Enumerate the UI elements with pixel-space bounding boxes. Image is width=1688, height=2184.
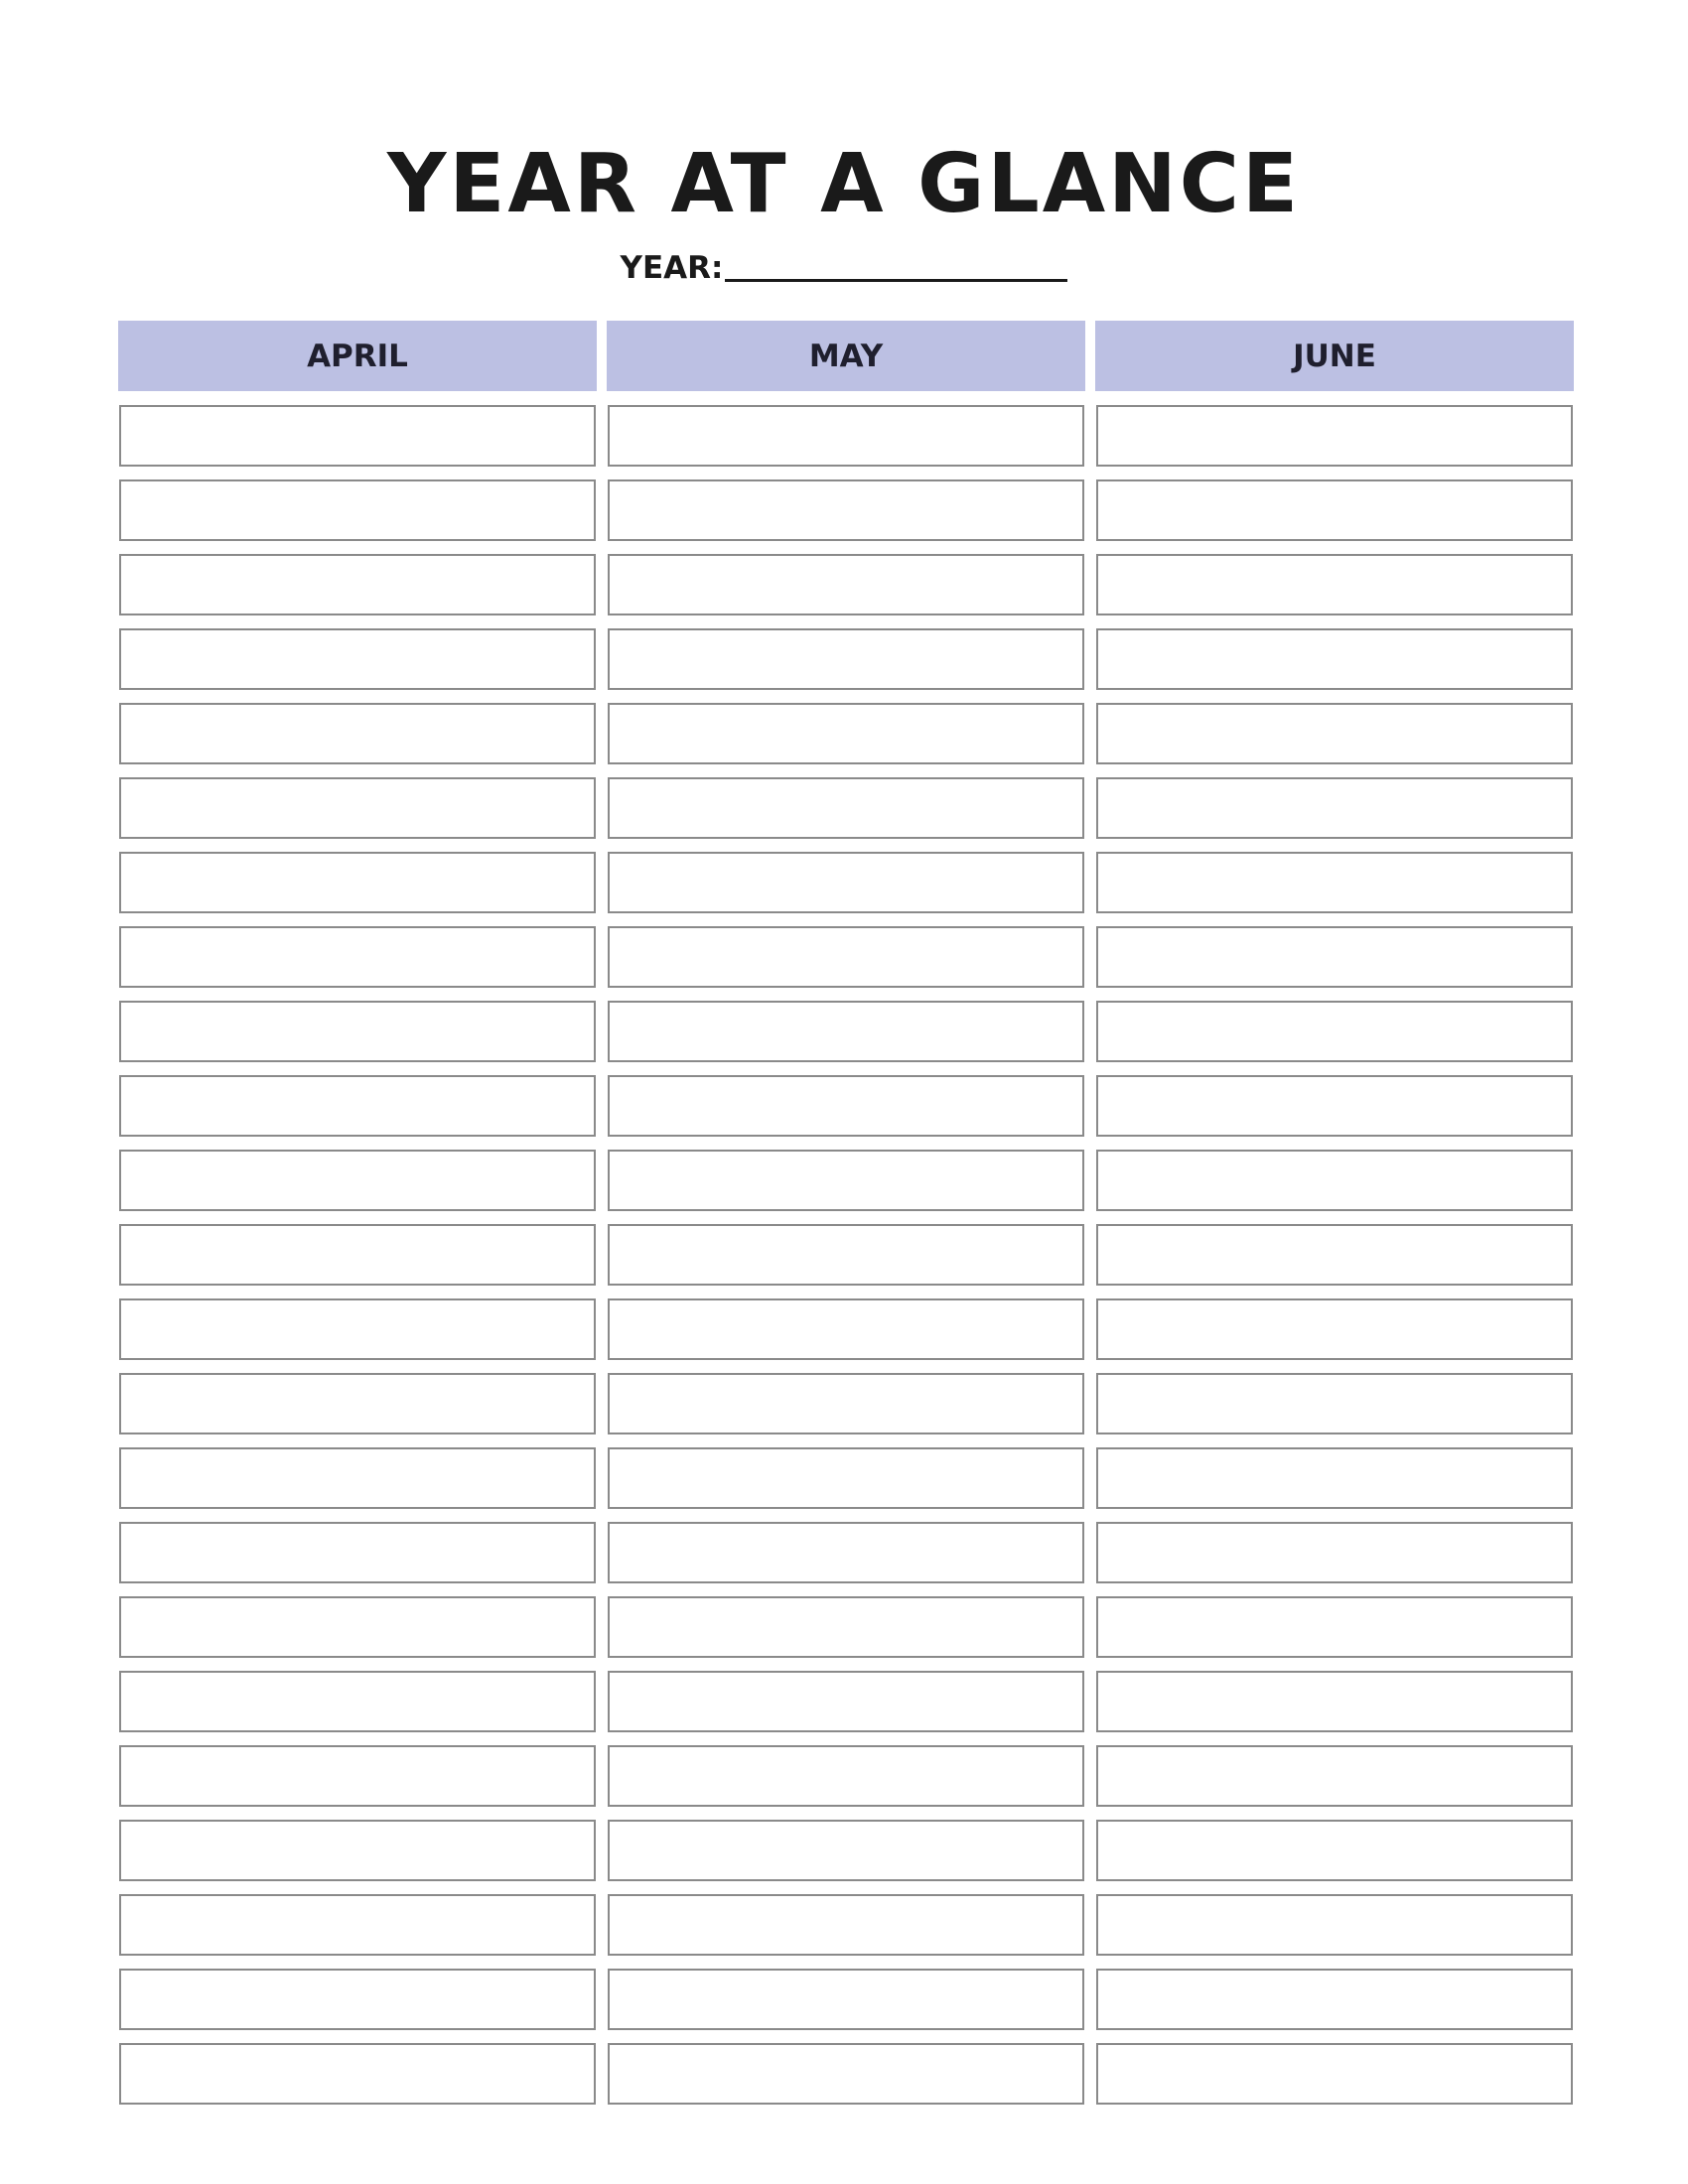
entry-box[interactable]: [1096, 1075, 1573, 1137]
entry-box[interactable]: [1096, 1894, 1573, 1956]
entry-box[interactable]: [1096, 1671, 1573, 1732]
entry-box[interactable]: [608, 479, 1084, 541]
entry-box[interactable]: [608, 1522, 1084, 1583]
entry-box[interactable]: [1096, 1001, 1573, 1062]
entry-box[interactable]: [119, 852, 596, 913]
entry-box[interactable]: [1096, 479, 1573, 541]
entry-box[interactable]: [608, 554, 1084, 615]
entry-box[interactable]: [1096, 628, 1573, 690]
entry-box[interactable]: [608, 2043, 1084, 2105]
entry-box[interactable]: [1096, 405, 1573, 467]
entry-box[interactable]: [1096, 1150, 1573, 1211]
entry-box[interactable]: [119, 1820, 596, 1881]
entry-box[interactable]: [119, 479, 596, 541]
entry-box[interactable]: [608, 1447, 1084, 1509]
month-column-june: [1095, 321, 1574, 2117]
entry-box[interactable]: [608, 1745, 1084, 1807]
entry-box[interactable]: [608, 1969, 1084, 2030]
entry-box[interactable]: [608, 1373, 1084, 1434]
entry-box[interactable]: [608, 1150, 1084, 1211]
month-column-april: [118, 321, 597, 2117]
entry-box[interactable]: [608, 703, 1084, 764]
entry-box[interactable]: [119, 1150, 596, 1211]
entry-box[interactable]: [119, 1224, 596, 1286]
entry-box[interactable]: [1096, 1820, 1573, 1881]
entry-box[interactable]: [1096, 1224, 1573, 1286]
entry-box[interactable]: [1096, 1298, 1573, 1360]
entry-box[interactable]: [608, 777, 1084, 839]
entry-box[interactable]: [1096, 1373, 1573, 1434]
entry-box[interactable]: [119, 1298, 596, 1360]
entry-box[interactable]: [119, 405, 596, 467]
entry-rows: [607, 405, 1085, 2117]
entry-box[interactable]: [608, 926, 1084, 988]
entry-box[interactable]: [119, 554, 596, 615]
entry-box[interactable]: [608, 1075, 1084, 1137]
entry-box[interactable]: [608, 628, 1084, 690]
entry-box[interactable]: [119, 1894, 596, 1956]
entry-box[interactable]: [119, 926, 596, 988]
year-label: YEAR:: [620, 250, 724, 286]
entry-box[interactable]: [608, 1820, 1084, 1881]
entry-box[interactable]: [608, 1671, 1084, 1732]
entry-box[interactable]: [119, 1075, 596, 1137]
month-grid: [118, 321, 1574, 2117]
entry-box[interactable]: [608, 852, 1084, 913]
entry-box[interactable]: [119, 1745, 596, 1807]
entry-box[interactable]: [119, 1671, 596, 1732]
entry-box[interactable]: [1096, 554, 1573, 615]
entry-box[interactable]: [119, 1969, 596, 2030]
month-header: APRIL: [118, 321, 597, 391]
entry-box[interactable]: [119, 1447, 596, 1509]
entry-box[interactable]: [608, 1596, 1084, 1658]
entry-box[interactable]: [1096, 1969, 1573, 2030]
entry-box[interactable]: [119, 703, 596, 764]
entry-box[interactable]: [119, 1001, 596, 1062]
entry-box[interactable]: [608, 1224, 1084, 1286]
entry-box[interactable]: [1096, 926, 1573, 988]
entry-box[interactable]: [119, 1522, 596, 1583]
page-title: YEAR AT A GLANCE: [387, 137, 1301, 231]
entry-box[interactable]: [1096, 777, 1573, 839]
entry-rows: [118, 405, 597, 2117]
entry-box[interactable]: [1096, 1522, 1573, 1583]
entry-box[interactable]: [119, 777, 596, 839]
entry-box[interactable]: [119, 1373, 596, 1434]
year-field: [0, 248, 1688, 288]
entry-box[interactable]: [119, 628, 596, 690]
month-header: MAY: [607, 321, 1085, 391]
month-header: JUNE: [1095, 321, 1574, 391]
entry-box[interactable]: [608, 405, 1084, 467]
entry-box[interactable]: [1096, 852, 1573, 913]
entry-box[interactable]: [1096, 2043, 1573, 2105]
entry-box[interactable]: [119, 1596, 596, 1658]
entry-box[interactable]: [119, 2043, 596, 2105]
entry-box[interactable]: [1096, 1596, 1573, 1658]
year-input-line[interactable]: [725, 279, 1067, 282]
entry-box[interactable]: [608, 1001, 1084, 1062]
entry-box[interactable]: [1096, 703, 1573, 764]
entry-rows: [1095, 405, 1574, 2117]
entry-box[interactable]: [608, 1894, 1084, 1956]
entry-box[interactable]: [1096, 1447, 1573, 1509]
entry-box[interactable]: [608, 1298, 1084, 1360]
entry-box[interactable]: [1096, 1745, 1573, 1807]
month-column-may: [607, 321, 1085, 2117]
